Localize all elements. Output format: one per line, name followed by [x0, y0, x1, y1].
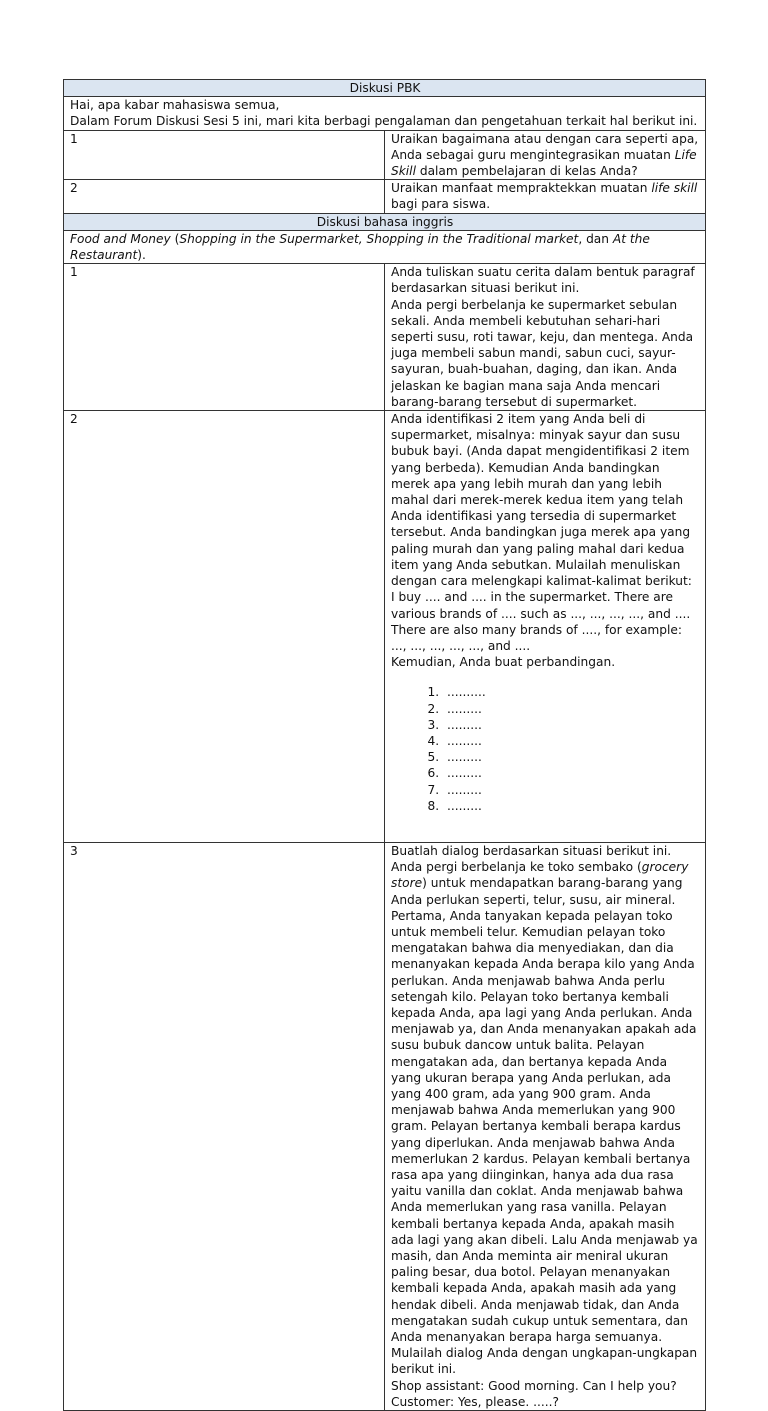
inggris-task-3 — [64, 842, 706, 1410]
question-text-part: bagi para siswa. — [391, 197, 491, 212]
pbk-intro-text: Dalam Forum Diskusi Sesi 5 ini, mari kita berbagi pengalaman dan pengetahuan terkait hal berikut ini. — [70, 114, 698, 129]
task-instruction: Anda identifikasi 2 item yang Anda beli di supermarket, misalnya: minyak sayur dan susu bubuk bayi. (Anda dapat mengidentifikasi 2 item yang berbeda). Kemudian Anda bandingkan merek apa yang lebih murah dan yang lebih mahal dari merek-merek kedua item yang telah Anda identifikasi yang tersedia di supermarket tersebut. Anda bandingkan juga merek apa yang paling murah dan yang paling mahal dari kedua item yang Anda sebutkan. Mulailah menuliskan dengan cara melengkapi kalimat-kalimat berikut: — [391, 412, 692, 589]
list-item: 2. ......... — [443, 701, 700, 717]
pbk-header: Diskusi PBK — [64, 80, 706, 97]
situation-part: Anda pergi berbelanja ke toko sembako ( — [391, 860, 642, 875]
question-text — [385, 130, 706, 180]
question-number: 2 — [64, 180, 385, 213]
list-item: 7. ......... — [443, 782, 700, 798]
question-number: 1 — [64, 130, 385, 180]
task-instruction: Buatlah dialog berdasarkan situasi berikut ini. — [391, 843, 672, 858]
dialog-line-shop-assistant: Shop assistant: Good morning. Can I help you? — [391, 1378, 677, 1393]
comparison-list — [391, 684, 700, 814]
task-text — [385, 264, 706, 411]
task-number: 1 — [64, 264, 385, 411]
pbk-intro — [64, 97, 706, 130]
topic-part: ( — [170, 231, 180, 246]
task-number: 2 — [64, 411, 385, 843]
inggris-header-row — [64, 213, 706, 230]
situation-italic-term: grocery store — [391, 860, 689, 891]
topic-part: ). — [137, 248, 146, 263]
inggris-topic — [64, 230, 706, 263]
inggris-task-1 — [64, 264, 706, 411]
pbk-greeting: Hai, apa kabar mahasiswa semua, — [70, 98, 280, 113]
dialog-line-customer: Customer: Yes, please. .....? — [391, 1394, 559, 1409]
topic-part: , dan — [578, 231, 613, 246]
question-text-part: Uraikan bagaimana atau dengan cara seperti apa, Anda sebagai guru mengintegrasikan muatan — [391, 131, 699, 162]
list-item: 8. ......... — [443, 798, 700, 814]
question-text-part: dalam pembelajaran di kelas Anda? — [415, 164, 638, 179]
pbk-header-row — [64, 80, 706, 97]
discussion-table — [63, 79, 706, 1411]
template-sentence: There are also many brands of ...., for example: ..., ..., ..., ..., ..., and .... — [391, 622, 683, 653]
question-italic-term: Life Skill — [391, 147, 697, 179]
task-text — [385, 842, 706, 1410]
pbk-question-2 — [64, 180, 706, 213]
inggris-header: Diskusi bahasa inggris — [64, 213, 706, 230]
topic-part: Food and Money — [70, 231, 171, 246]
task-instruction: Kemudian, Anda buat perbandingan. — [391, 655, 616, 670]
situation-part: ) untuk mendapatkan barang-barang yang Anda perlukan seperti, telur, susu, air mineral. Pertama, Anda tanyakan kepada pelayan toko untuk membeli telur. Kemudian pelayan toko mengatakan bahwa dia menyediakan, dan dia menanyakan kepada Anda berapa kilo yang Anda perlukan. Anda menjawab bahwa Anda perlu setengah kilo. Pelayan toko bertanya kembali kepada Anda, apa lagi yang Anda perlukan. Anda menjawab ya, dan Anda menanyakan apakah ada susu bubuk dancow untuk balita. Pelayan mengatakan ada, dan bertanya kepada Anda yang ukuran berapa yang Anda perlukan, ada yang 400 gram, ada yang 900 gram. Anda menjawab bahwa Anda memerlukan yang 900 gram. Pelayan bertanya kembali berapa kardus yang diperlukan. Anda menjawab bahwa Anda memerlukan 2 kardus. Pelayan kembali bertanya rasa apa yang diinginkan, hanya ada dua rasa yaitu vanilla dan coklat. Anda menjawab bahwa Anda memerlukan yang rasa vanilla. Pelayan kembali bertanya kepada Anda, apakah masih ada lagi yang akan dibeli. Lalu Anda menjawab ya masih, dan Anda meminta air meniral ukuran paling besar, dua botol. Pelayan menanyakan kembali kepada Anda, apakah masih ada yang hendak dibeli. Anda menjawab tidak, dan Anda mengatakan sudah cukup untuk sementara, dan Anda menanyakan berapa harga semuanya. Mulailah dialog Anda dengan ungkapan-ungkapan berikut ini. — [391, 876, 698, 1377]
task-situation: Anda pergi berbelanja ke supermarket sebulan sekali. Anda membeli kebutuhan sehari-hari seperti susu, roti tawar, keju, dan mentega. Anda juga membeli sabun mandi, sabun cuci, sayur-sayuran, buah-buahan, daging, dan ikan. Anda jelaskan ke bagian mana saja Anda mencari barang-barang tersebut di supermarket. — [391, 297, 694, 409]
question-italic-term: life skill — [651, 181, 698, 196]
inggris-task-2 — [64, 411, 706, 843]
task-text — [385, 411, 706, 843]
question-text-part: Uraikan manfaat mempraktekkan muatan — [391, 181, 652, 196]
pbk-question-1 — [64, 130, 706, 180]
task-number: 3 — [64, 842, 385, 1410]
topic-part: Shopping in the Supermarket, Shopping in the Traditional market — [179, 231, 579, 246]
question-text — [385, 180, 706, 213]
task-situation — [391, 859, 700, 1378]
topic-part: At the Restaurant — [70, 231, 650, 263]
task-instruction: Anda tuliskan suatu cerita dalam bentuk paragraf berdasarkan situasi berikut ini. — [391, 265, 695, 296]
list-item: 5. ......... — [443, 749, 700, 765]
inggris-topic-row — [64, 230, 706, 263]
template-sentence: I buy .... and .... in the supermarket. There are various brands of .... such as ..., ..., ..., ..., and .... — [391, 590, 691, 621]
list-item: 3. ......... — [443, 717, 700, 733]
list-item: 4. ......... — [443, 733, 700, 749]
list-item: 1. .......... — [443, 684, 700, 700]
pbk-intro-row — [64, 97, 706, 130]
list-item: 6. ......... — [443, 765, 700, 781]
